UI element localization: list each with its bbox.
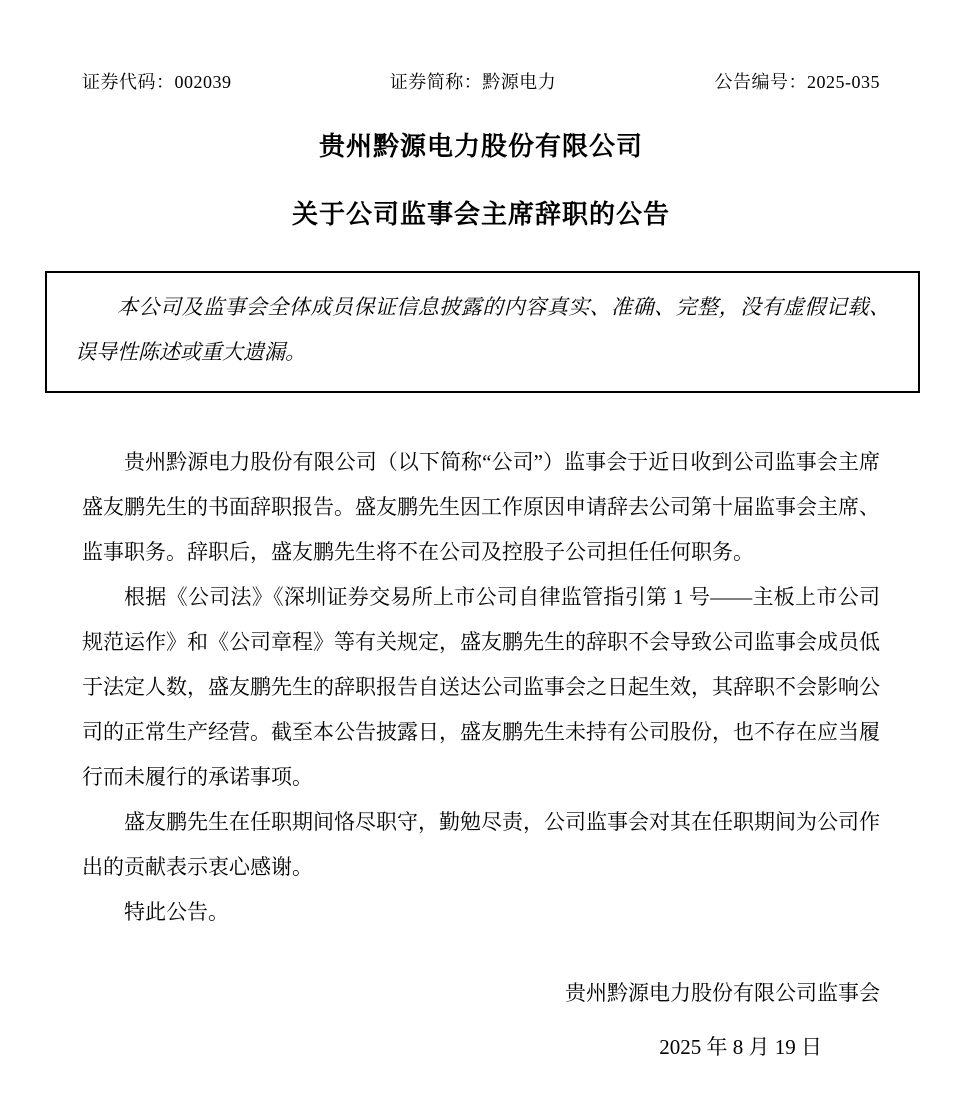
signature-date: 2025 年 8 月 19 日 bbox=[659, 1035, 822, 1059]
body-paragraph-1: 贵州黔源电力股份有限公司（以下简称“公司”）监事会于近日收到公司监事会主席盛友鹏先生的书面辞职报告。盛友鹏先生因工作原因申请辞去公司第十届监事会主席、监事职务。辞职后，盛友鹏先生将不在公司及控股子公司担任任何职务。 bbox=[82, 450, 880, 564]
stock-name-label: 证券简称：黔源电力 bbox=[389, 72, 557, 92]
signature-name: 贵州黔源电力股份有限公司监事会 bbox=[565, 981, 880, 1005]
announcement-number-label: 公告编号：2025-035 bbox=[714, 72, 880, 92]
body-paragraph-4: 特此公告。 bbox=[124, 900, 229, 924]
announcement-body bbox=[82, 440, 880, 935]
announcement-title: 关于公司监事会主席辞职的公告 bbox=[291, 199, 670, 229]
disclaimer-box bbox=[45, 271, 920, 393]
body-paragraph-2: 根据《公司法》《深圳证券交易所上市公司自律监管指引第 1 号——主板上市公司规范运作》和《公司章程》等有关规定，盛友鹏先生的辞职不会导致公司监事会成员低于法定人数，盛友鹏先生的辞职报告自送达公司监事会之日起生效，其辞职不会影响公司的正常生产经营。截至本公告披露日，盛友鹏先生未持有公司股份，也不存在应当履行而未履行的承诺事项。 bbox=[82, 585, 880, 789]
company-title: 贵州黔源电力股份有限公司 bbox=[318, 131, 643, 161]
body-paragraph-3: 盛友鹏先生在任职期间恪尽职守，勤勉尽责，公司监事会对其在任职期间为公司作出的贡献表示衷心感谢。 bbox=[82, 810, 880, 879]
disclaimer-text: 本公司及监事会全体成员保证信息披露的内容真实、准确、完整，没有虚假记载、误导性陈述或重大遗漏。 bbox=[75, 295, 890, 364]
signature-block bbox=[82, 971, 880, 1070]
title-block bbox=[82, 126, 880, 231]
stock-code-label: 证券代码：002039 bbox=[82, 72, 232, 92]
document-header-row bbox=[82, 68, 880, 94]
